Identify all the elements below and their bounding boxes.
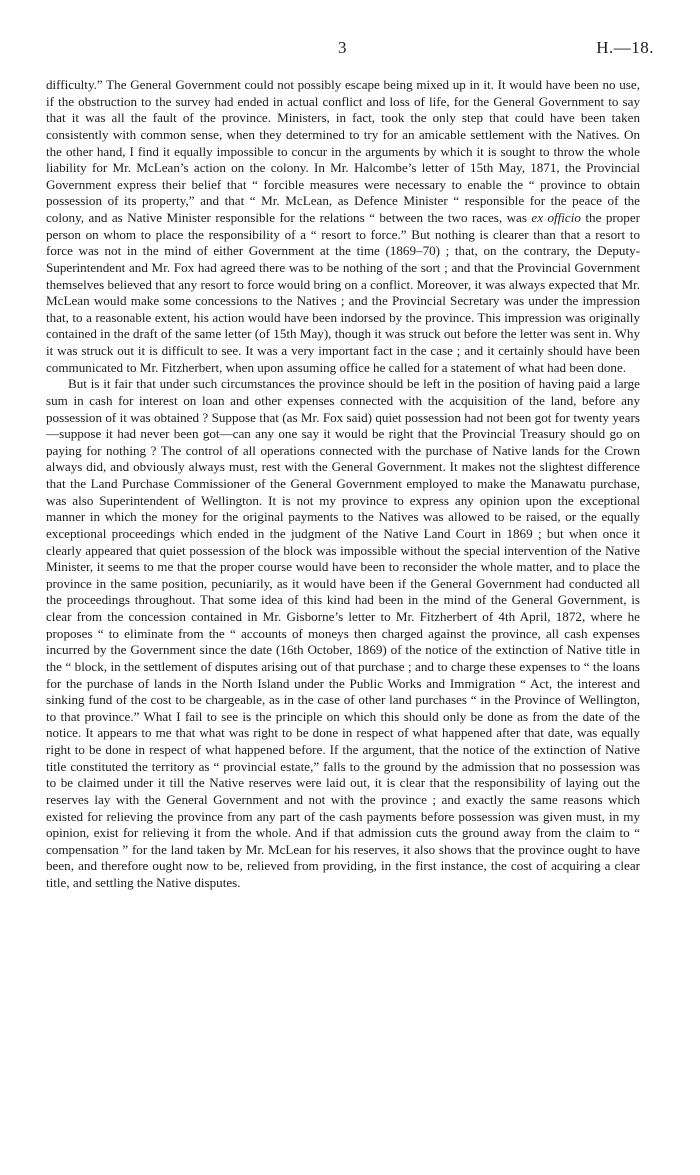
paragraph-1-text-b: the proper person on whom to place the responsibility of a “ resort to force.” But nothing is clearer than that a resort to force was not in the mind of either Government at the time (1869–70) ; that, on the contrary, the Deputy-Superintendent and Mr. Fox had agreed there was to be nothing of the sort ; and that the Provincial Government themselves believed that any resort to force would bring on a conflict. Moreover, it was always expected that Mr. McLean would make some concessions to the Natives ; and the Provincial Secretary was under the impression that, to a reasonable extent, his action would have been indorsed by the province. This impression was originally contained in the draft of the same letter (of 15th May), though it was struck out before the letter was sent in. Why it was struck out it is difficult to see. It was a very important fact in the case ; and it certainly should have been communicated to Mr. Fitzherbert, when upon assuming office he called for a statement of what had been done. <box>46 210 640 375</box>
paragraph-2: But is it fair that under such circumstances the province should be left in the position of having paid a large sum in cash for interest on loan and other expenses connected with the acquisition of the land, before any possession of it was obtained ? Suppose that (as Mr. Fox said) quiet possession had not been got for twenty years—suppose it had never been got—can any one say it would be right that the Provincial Treasury should go on paying for nothing ? The control of all operations connected with the purchase of Native lands for the Crown always did, and obviously always must, rest with the General Government. It makes not the slightest difference that the Land Purchase Commissioner of the General Government employed to make the Manawatu purchase, was also Superintendent of Wellington. It is not my province to express any opinion upon the exceptional manner in which the money for the original payments to the Natives was allowed to be raised, or the equally exceptional proceedings which ended in the judgment of the Native Land Court in 1869 ; but when once it clearly appeared that quiet possession of the block was impossible without the special intervention of the Native Minister, it seems to me that the proper course would have been to reconsider the whole matter, and to place the province in the same position, pecuniarily, as it would have been if the General Government had conducted all the proceedings throughout. That some idea of this kind had been in the mind of the General Government, is clear from the concession contained in Mr. Gisborne’s letter to Mr. Fitzherbert of 4th April, 1872, where he proposes “ to eliminate from the “ accounts of moneys then charged against the province, all cash expenses incurred by the Government since the date (16th October, 1869) of the notice of the extinction of Native title in the “ block, in the settlement of disputes arising out of that purchase ; and to charge these expenses to “ the loans for the purchase of lands in the North Island under the Public Works and Immigration “ Act, the interest and sinking fund of the cost to be chargeable, as in the case of other land purchases “ in the Province of Wellington, to that province.” What I fail to see is the principle on which this should only be done as from the date of the notice. It appears to me that what was right to be done in respect of what happened after that date, was equally right to be done in respect of what happened before. If the argument, that the notice of the extinction of Native title constituted the territory as “ provincial estate,” falls to the ground by the admission that no possession was to be claimed under it till the Native reserves were laid out, it is clear that the responsibility of laying out the reserves lay with the General Government and not with the province ; and exactly the same reasons which existed for relieving the province from any part of the cash payments before possession was given must, in my opinion, exist for relieving it from the whole. And if that admission cuts the ground away from the claim to “ compensation ” for the land taken by Mr. McLean for his reserves, it also shows that the province ought to have been, and therefore ought now to be, relieved from providing, in the first instance, the cost of acquiring a clear title, and settling the Native disputes. <box>46 376 640 890</box>
paragraph-1 <box>46 77 640 376</box>
document-reference: H.—18. <box>596 38 654 57</box>
body-text <box>46 77 640 892</box>
page-header <box>0 38 700 60</box>
paragraph-1-italic-term: ex officio <box>531 210 581 225</box>
paragraph-1-text-a: difficulty.” The General Government could not possibly escape being mixed up in it. It would have been no use, if the obstruction to the survey had ended in actual conflict and loss of life, for the General Government to say that it was all the fault of the province. Ministers, in fact, took the only step that could have been taken consistently with common sense, when they determined to try for an amicable settlement with the Natives. On the other hand, I find it equally impossible to concur in the arguments by which it is sought to throw the whole liability for Mr. McLean’s action on the colony. In Mr. Halcombe’s letter of 15th May, 1871, the Provincial Government express their belief that “ forcible measures were necessary to enable the “ province to obtain possession of its property,” and that “ Mr. McLean, as Defence Minister “ responsible for the peace of the colony, and as Native Minister responsible for the relations “ between the two races, was <box>46 77 640 225</box>
page-number: 3 <box>338 38 347 57</box>
